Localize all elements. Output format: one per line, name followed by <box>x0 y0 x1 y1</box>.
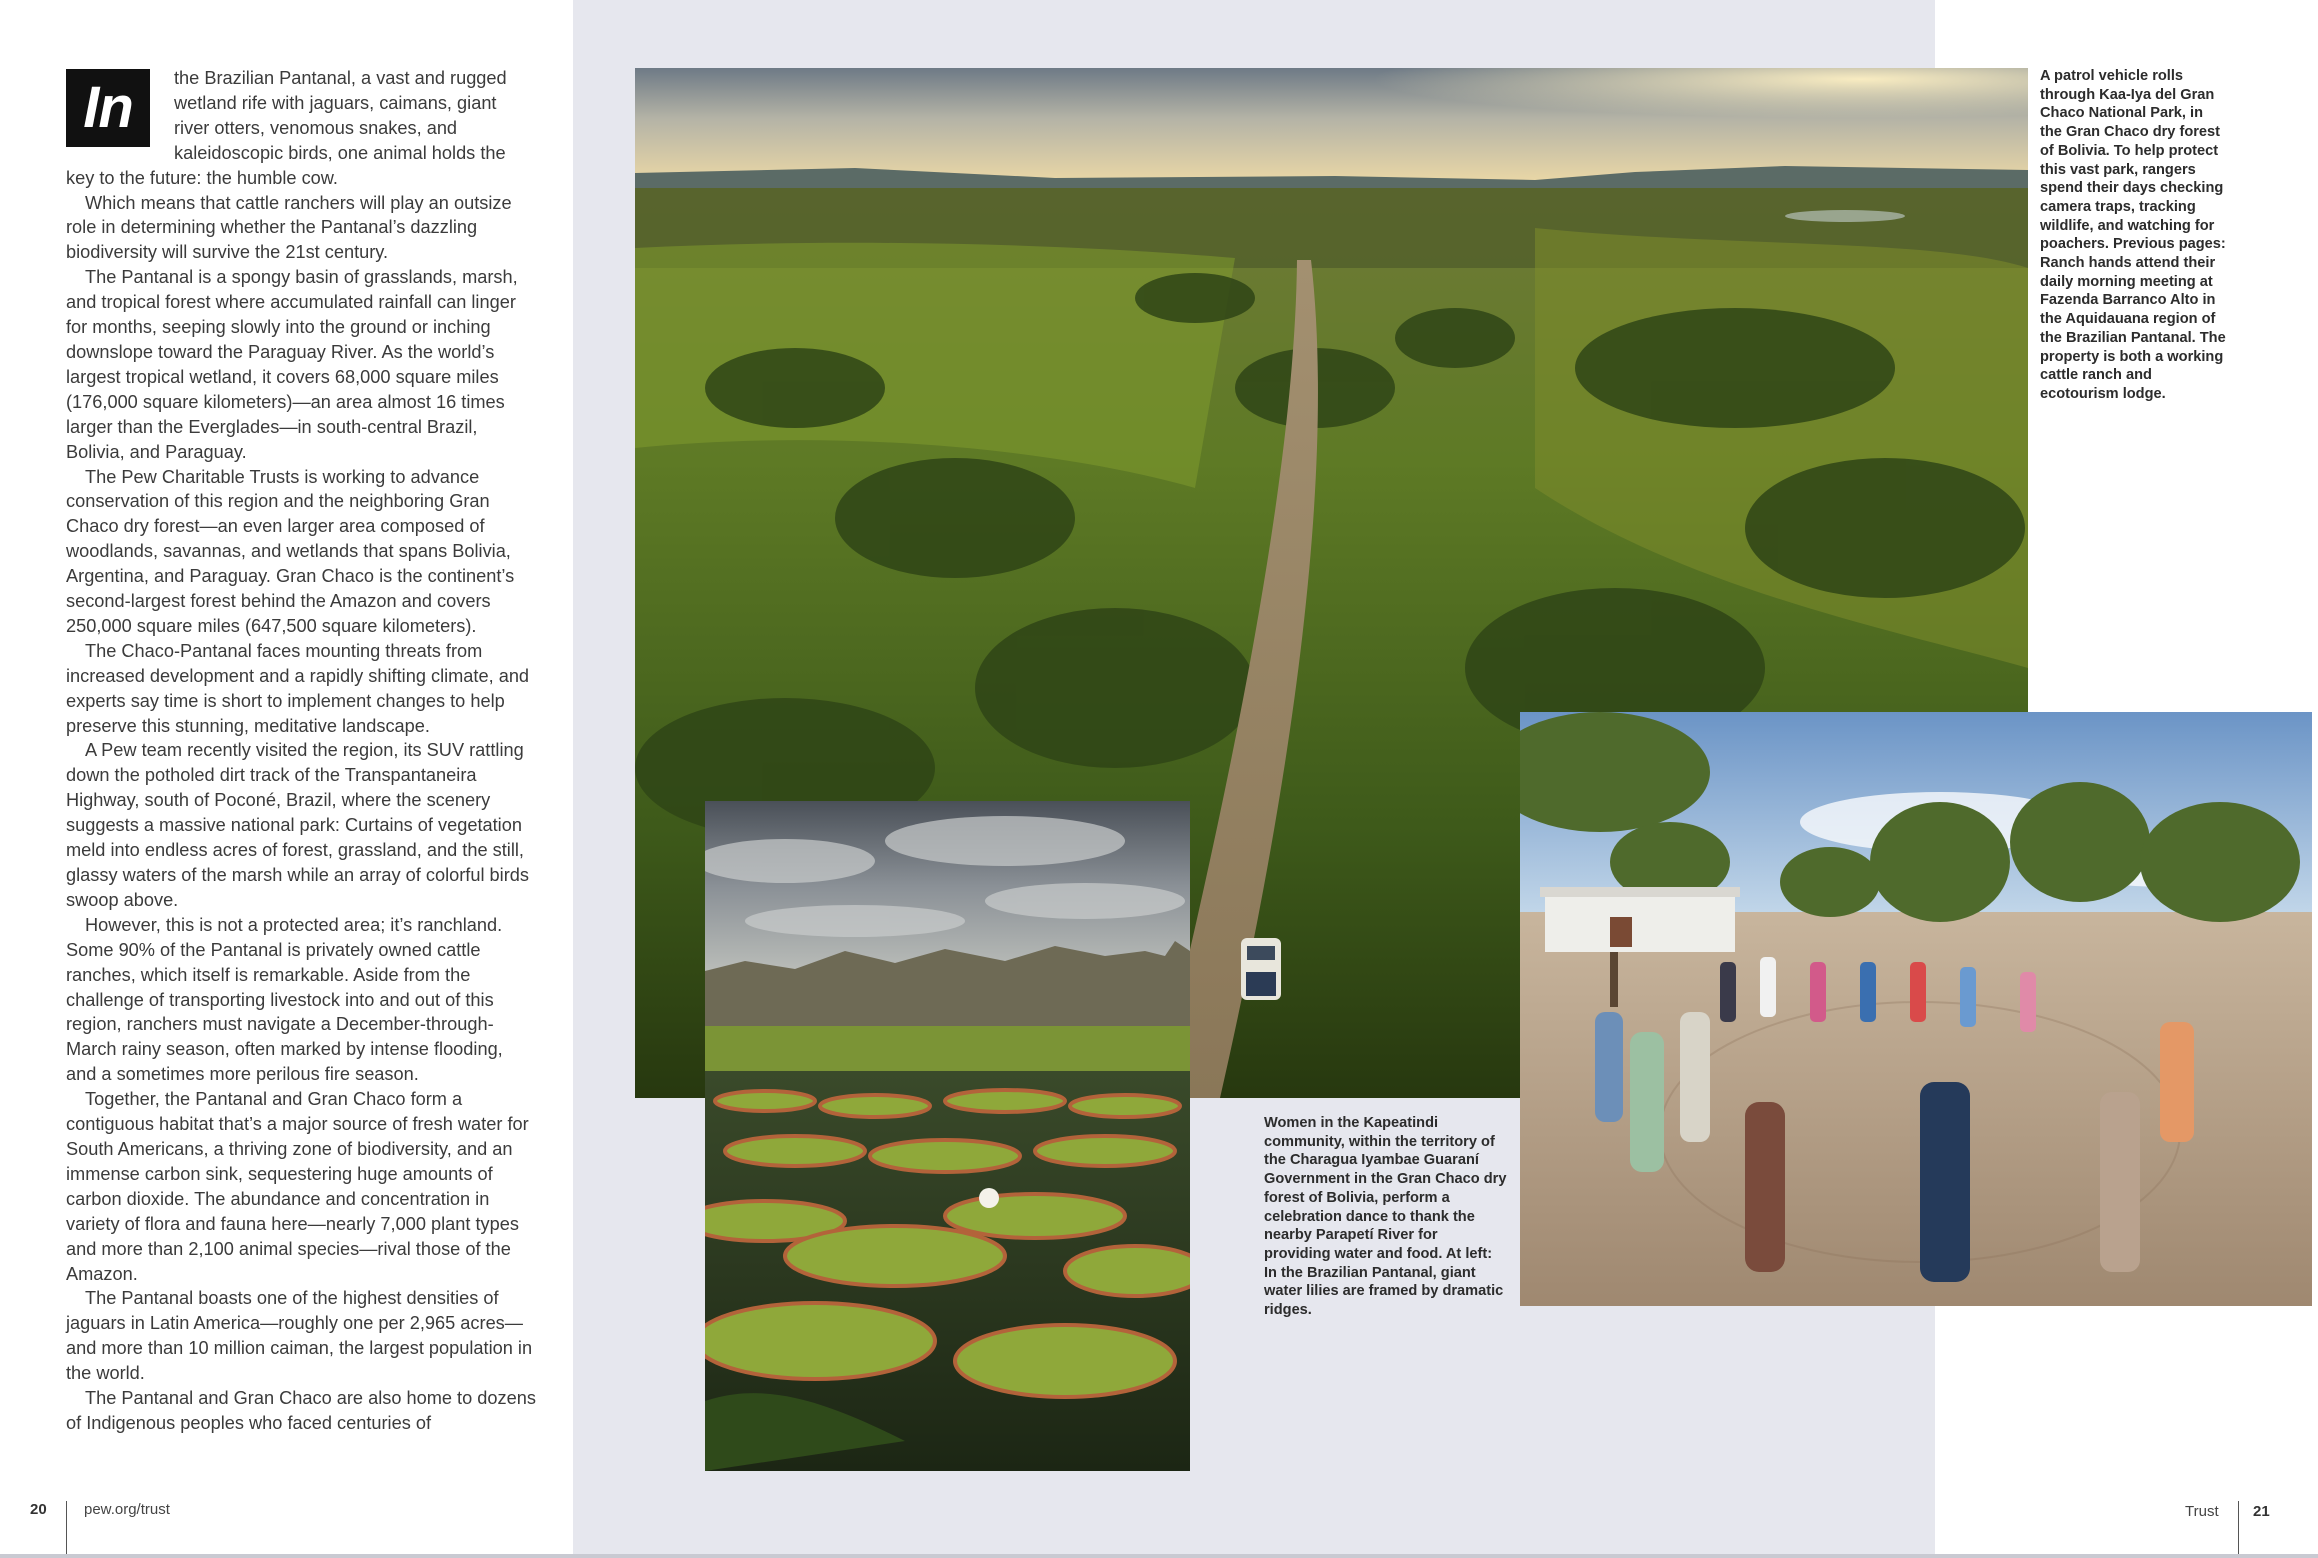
article-paragraph: However, this is not a protected area; it’s ranchland. Some 90% of the Pantanal is privately owned cattle ranches, which itself is remarkable. Aside from the challenge of transporting livestock into and out of this region, ranchers must navigate a December-through-March rainy season, often marked by intense flooding, and a sometimes more perilous fire season. <box>66 914 503 1085</box>
article-column <box>66 66 536 1436</box>
article-paragraph: The Pantanal is a spongy basin of grasslands, marsh, and tropical forest where accumulated rainfall can linger for months, seeping slowly into the ground or inching downslope toward the Paraguay River. As the world’s largest tropical wetland, it covers 68,000 square miles (176,000 square kilometers)—an area almost 16 times larger than the Everglades—in south-central Brazil, Bolivia, and Paraguay. <box>66 267 518 462</box>
article-body <box>66 66 536 1436</box>
article-paragraph: The Chaco-Pantanal faces mounting threats from increased development and a rapidly shifting climate, and experts say time is short to implement changes to help preserve this stunning, meditative landscape. <box>66 640 530 736</box>
right-footer-title: Trust <box>2185 1503 2219 1520</box>
caption-dance-and-lilies: Women in the Kapeatindi community, within the territory of the Charagua Iyambae Guaraní Government in the Gran Chaco dry forest of Bolivia, perform a celebration dance to thank the nearby Parapetí River for providing water and food. At left: In the Brazilian Pantanal, giant water lilies are framed by dramatic ridges. <box>1264 1115 1507 1319</box>
right-footer-divider <box>2238 1501 2239 1555</box>
drop-cap: In <box>66 69 150 147</box>
article-paragraph: The Pantanal and Gran Chaco are also home to dozens of Indigenous peoples who faced centuries of <box>66 1388 536 1433</box>
left-footer-divider <box>66 1501 67 1555</box>
left-footer-url: pew.org/trust <box>84 1501 170 1518</box>
right-page-number: 21 <box>2253 1503 2270 1520</box>
article-paragraph: Together, the Pantanal and Gran Chaco form a contiguous habitat that’s a major source of fresh water for South Americans, a thriving zone of biodiversity, and an immense carbon sink, sequestering huge amounts of carbon dioxide. The abundance and concentration in variety of flora and fauna here—nearly 7,000 plant types and more than 2,100 animal species—rival those of the Amazon. <box>66 1089 529 1284</box>
left-page-number: 20 <box>30 1501 47 1518</box>
article-paragraph: The Pew Charitable Trusts is working to advance conservation of this region and the neighboring Gran Chaco dry forest—an even larger area composed of woodlands, savannas, and wetlands that spans Bolivia, Argentina, and Paraguay. Gran Chaco is the continent’s second-largest forest behind the Amazon and covers 250,000 square miles (647,500 square kilometers). <box>66 466 515 636</box>
article-paragraph: The Pantanal boasts one of the highest densities of jaguars in Latin America—roughly one per 2,965 acres—and more than 10 million caiman, the largest population in the world. <box>66 1288 533 1384</box>
article-paragraph: Which means that cattle ranchers will play an outsize role in determining whether the Pantanal’s dazzling biodiversity will survive the 21st century. <box>66 192 512 263</box>
article-paragraph: the Brazilian Pantanal, a vast and rugged wetland rife with jaguars, caimans, giant river otters, venomous snakes, and kaleidoscopic birds, one animal holds the key to the future: the humble cow. <box>66 68 507 188</box>
article-paragraph: A Pew team recently visited the region, its SUV rattling down the potholed dirt track of the Transpantaneira Highway, south of Poconé, Brazil, where the scenery suggests a massive national park: Curtains of vegetation meld into endless acres of forest, grassland, and the still, glassy waters of the marsh while an array of colorful birds swoop above. <box>66 740 529 910</box>
dance-circle-photo <box>1520 712 2312 1306</box>
water-lily-photo <box>705 801 1190 1471</box>
bottom-edge <box>0 1554 2318 1558</box>
caption-aerial-photo: A patrol vehicle rolls through Kaa-Iya del Gran Chaco National Park, in the Gran Chaco dry forest of Bolivia. To help protect this vast park, rangers spend their days checking camera traps, tracking wildlife, and watching for poachers. Previous pages: Ranch hands attend their daily morning meeting at Fazenda Barranco Alto in the Aquidauana region of the Brazilian Pantanal. The property is both a working cattle ranch and ecotourism lodge. <box>2040 68 2226 402</box>
